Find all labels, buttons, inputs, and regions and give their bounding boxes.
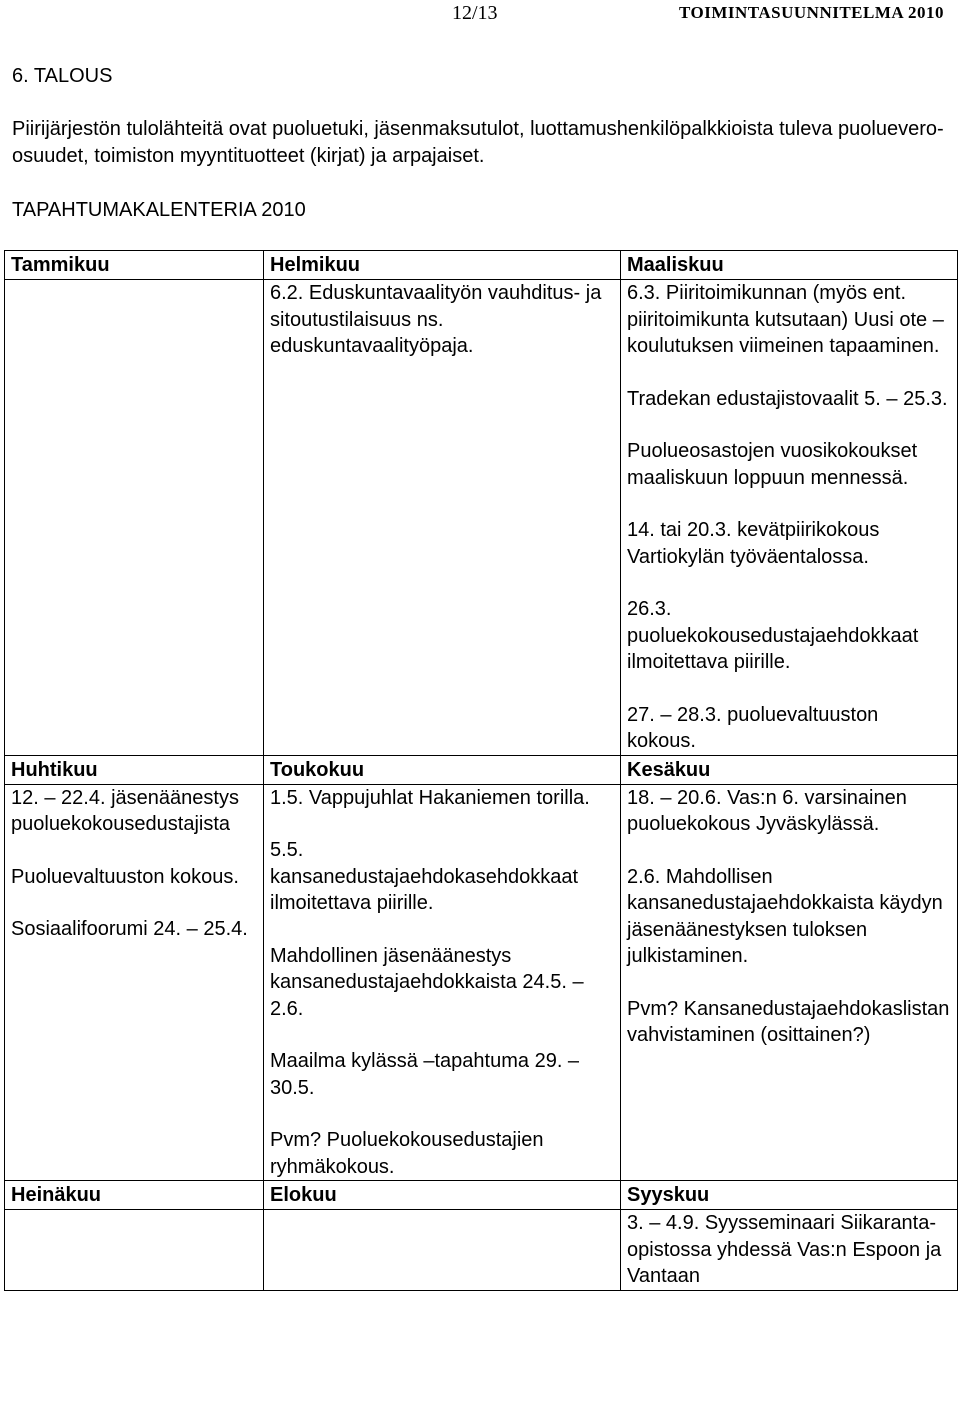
calendar-entry: Puoluevaltuuston kokous. — [11, 865, 239, 888]
calendar-entry: Maailma kylässä –tapahtuma 29. – 30.5. — [270, 1050, 580, 1099]
month-name: Elokuu — [264, 1181, 621, 1210]
calendar-entry: 27. – 28.3. puoluevaltuuston kokous. — [627, 703, 879, 752]
events-cell — [621, 1210, 958, 1291]
calendar-entry: Pvm? Kansanedustajaehdokaslistan vahvistaminen (osittainen?) — [627, 997, 950, 1046]
events-row — [5, 1210, 958, 1291]
events-cell — [5, 784, 264, 1181]
month-name: Toukokuu — [264, 755, 621, 784]
events-cell — [621, 784, 958, 1181]
month-name: Tammikuu — [5, 251, 264, 280]
month-name: Helmikuu — [264, 251, 621, 280]
calendar-entry: 14. tai 20.3. kevätpiirikokous Vartiokylän työväentalossa. — [627, 519, 880, 568]
document-title: TOIMINTASUUNNITELMA 2010 — [679, 3, 944, 22]
month-header-row — [5, 251, 958, 280]
intro-paragraph: Piirijärjestön tulolähteitä ovat puoluetuki, jäsenmaksutulot, luottamushenkilöpalkkioista tuleva puoluevero-osuudet, toimiston myyntituotteet (kirjat) ja arpajaiset. — [12, 118, 944, 167]
calendar-entry: 5.5. kansanedustajaehdokasehdokkaat ilmoitettava piirille. — [270, 839, 579, 914]
empty-cell-spacer — [270, 1210, 614, 1212]
calendar-entry: Pvm? Puoluekokousedustajien ryhmäkokous. — [270, 1129, 544, 1178]
events-row — [5, 280, 958, 756]
month-name: Kesäkuu — [621, 755, 958, 784]
calendar-body — [5, 251, 958, 1291]
month-name: Heinäkuu — [5, 1181, 264, 1210]
empty-cell-spacer — [11, 1210, 257, 1212]
events-cell — [5, 280, 264, 756]
section-heading: 6. TALOUS — [12, 65, 113, 87]
calendar-entry: 6.2. Eduskuntavaalityön vauhditus- ja sitoutustilaisuus ns. eduskuntavaalityöpaja. — [270, 282, 602, 357]
calendar-heading: TAPAHTUMAKALENTERIA 2010 — [12, 199, 306, 221]
calendar-entry: 2.6. Mahdollisen kansanedustajaehdokkaista käydyn jäsenäänestyksen tuloksen julkistaminen. — [627, 865, 943, 967]
events-cell — [264, 784, 621, 1181]
empty-cell-spacer — [11, 280, 257, 282]
calendar-entry: 26.3. puoluekokousedustajaehdokkaat ilmoitettava piirille. — [627, 598, 919, 673]
calendar-entry: 12. – 22.4. jäsenäänestys puoluekokousedustajista — [11, 786, 239, 835]
page-number: 12/13 — [452, 2, 498, 24]
month-name: Syyskuu — [621, 1181, 958, 1210]
events-row — [5, 784, 958, 1181]
month-header-row — [5, 1181, 958, 1210]
events-cell — [5, 1210, 264, 1291]
calendar-entry: 6.3. Piiritoimikunnan (myös ent. piiritoimikunta kutsutaan) Uusi ote –koulutuksen viimeinen tapaaminen. — [627, 282, 944, 357]
calendar-entry: Tradekan edustajistovaalit 5. – 25.3. — [627, 387, 948, 410]
events-cell — [264, 1210, 621, 1291]
calendar-entry: 18. – 20.6. Vas:n 6. varsinainen puoluekokous Jyväskylässä. — [627, 786, 907, 835]
events-cell — [621, 280, 958, 756]
month-header-row — [5, 755, 958, 784]
calendar-entry: Mahdollinen jäsenäänestys kansanedustajaehdokkaista 24.5. – 2.6. — [270, 944, 584, 1020]
calendar-entry: 3. – 4.9. Syysseminaari Siikaranta-opistossa yhdessä Vas:n Espoon ja Vantaan — [627, 1212, 942, 1287]
calendar-entry: 1.5. Vappujuhlat Hakaniemen torilla. — [270, 786, 590, 809]
calendar-entry: Sosiaalifoorumi 24. – 25.4. — [11, 918, 248, 940]
event-calendar-table — [4, 250, 958, 1291]
calendar-entry: Puolueosastojen vuosikokoukset maaliskuun loppuun mennessä. — [627, 440, 918, 489]
month-name: Huhtikuu — [5, 755, 264, 784]
month-name: Maaliskuu — [621, 251, 958, 280]
events-cell — [264, 280, 621, 756]
page-header — [452, 0, 952, 26]
